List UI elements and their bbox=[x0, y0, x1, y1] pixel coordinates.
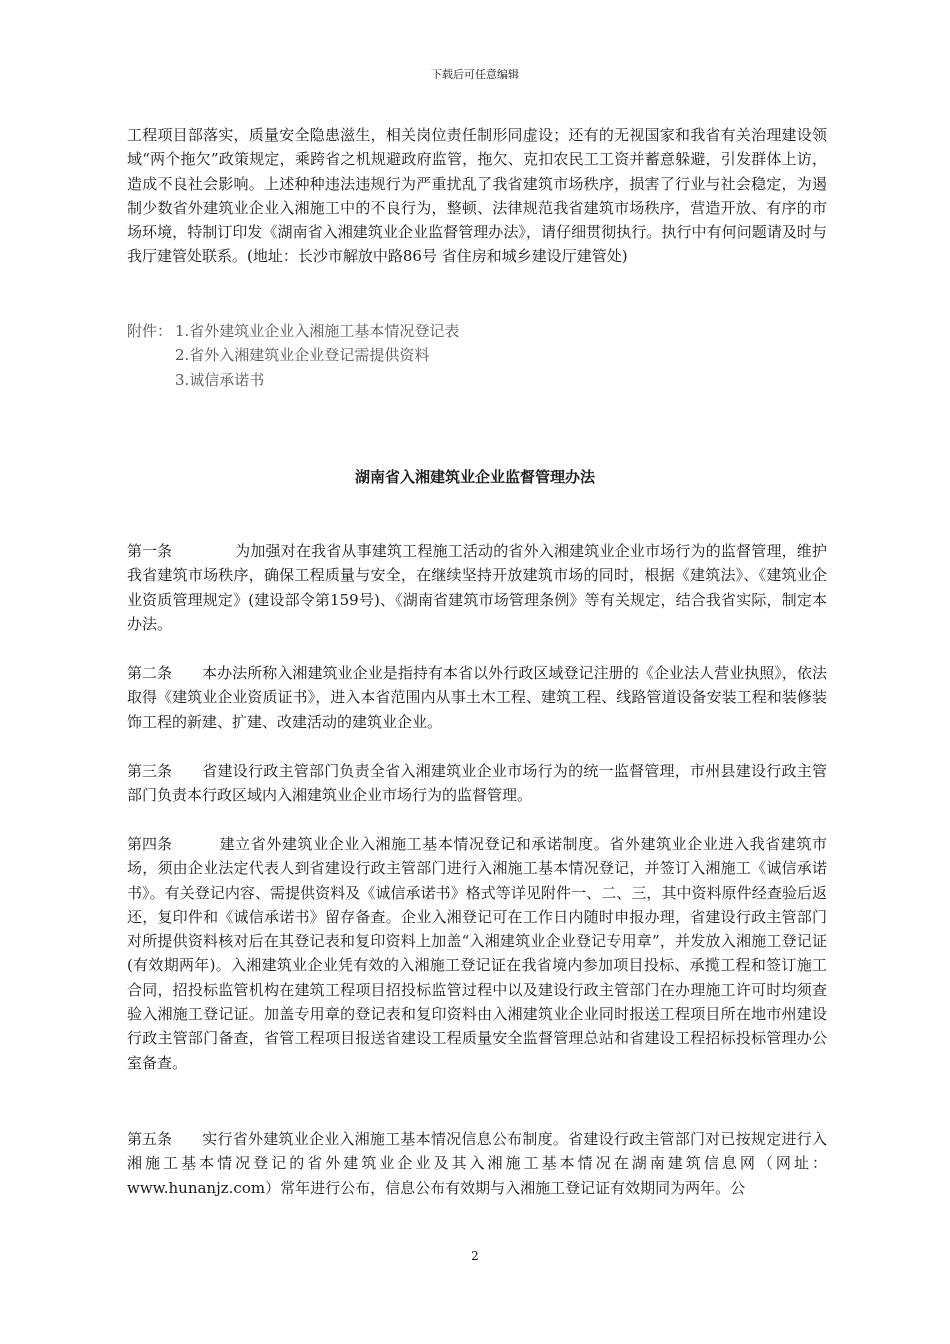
attachment-row bbox=[127, 343, 827, 367]
article-label: 第一条 bbox=[127, 542, 173, 560]
article-label: 第二条 bbox=[127, 664, 173, 682]
article-4 bbox=[127, 832, 827, 1075]
article-5 bbox=[127, 1127, 827, 1200]
attachment-row bbox=[127, 368, 827, 392]
article-3 bbox=[127, 759, 827, 808]
article-label: 第四条 bbox=[127, 835, 173, 853]
article-text: 本办法所称入湘建筑业企业是指持有本省以外行政区域登记注册的《企业法人营业执照》，依法取得《建筑业企业资质证书》，进入本省范围内从事土木工程、建筑工程、线路管道设备安装工程和装修装饰工程的新建、扩建、改建活动的建筑业企业。 bbox=[127, 664, 827, 731]
attachment-row bbox=[127, 319, 827, 343]
article-text: 实行省外建筑业企业入湘施工基本情况信息公布制度。省建设行政主管部门对已按规定进行入湘施工基本情况登记的省外建筑业企业及其入湘施工基本情况在湖南建筑信息网（网址：www.hunanjz.com）常年进行公布，信息公布有效期与入湘施工登记证有效期同为两年。公 bbox=[127, 1130, 827, 1197]
attachments-list bbox=[127, 319, 827, 392]
article-label: 第五条 bbox=[127, 1130, 173, 1148]
page-number: 2 bbox=[471, 1249, 479, 1263]
document-title: 湖南省入湘建筑业企业监督管理办法 bbox=[354, 468, 595, 486]
article-text: 省建设行政主管部门负责全省入湘建筑业企业市场行为的统一监督管理，市州县建设行政主管部门负责本行政区域内入湘建筑业企业市场行为的监督管理。 bbox=[127, 762, 827, 805]
intro-paragraph: 工程项目部落实，质量安全隐患滋生，相关岗位责任制形同虚设；还有的无视国家和我省有关治理建设领域“两个拖欠”政策规定，乘跨省之机规避政府监管，拖欠、克扣农民工工资并蓄意躲避，引发群体上访，造成不良社会影响。上述种种违法违规行为严重扰乱了我省建筑市场秩序，损害了行业与社会稳定，为遏制少数省外建筑业企业入湘施工中的不良行为，整顿、法律规范我省建筑市场秩序，营造开放、有序的市场环境，特制订印发《湖南省入湘建筑业企业监督管理办法》，请仔细贯彻执行。执行中有何问题请及时与我厅建管处联系。(地址：长沙市解放中路86号 省住房和城乡建设厅建管处) bbox=[127, 126, 827, 266]
attachment-item: 1.省外建筑业企业入湘施工基本情况登记表 bbox=[175, 322, 460, 340]
attachments-label: 附件： bbox=[127, 322, 173, 340]
attachment-item: 3.诚信承诺书 bbox=[175, 370, 265, 389]
article-text: 为加强对在我省从事建筑工程施工活动的省外入湘建筑业企业市场行为的监督管理，维护我省建筑市场秩序，确保工程质量与安全，在继续坚持开放建筑市场的同时，根据《建筑法》、《建筑业企业资质管理规定》(建设部令第159号)、《湖南省建筑市场管理条例》等有关规定，结合我省实际，制定本办法。 bbox=[127, 542, 827, 633]
article-2 bbox=[127, 661, 827, 734]
article-text: 建立省外建筑业企业入湘施工基本情况登记和承诺制度。省外建筑业企业进入我省建筑市场，须由企业法定代表人到省建设行政主管部门进行入湘施工基本情况登记，并签订入湘施工《诚信承诺书》。有关登记内容、需提供资料及《诚信承诺书》格式等详见附件一、二、三，其中资料原件经查验后返还，复印件和《诚信承诺书》留存备查。企业入湘登记可在工作日内随时申报办理，省建设行政主管部门对所提供资料核对后在其登记表和复印资料上加盖“入湘建筑业企业登记专用章”，并发放入湘施工登记证(有效期两年)。入湘建筑业企业凭有效的入湘施工登记证在我省境内参加项目投标、承揽工程和签订施工合同，招投标监管机构在建筑工程项目招投标监管过程中以及建设行政主管部门在办理施工许可时均须查验入湘施工登记证。加盖专用章的登记表和复印资料由入湘建筑业企业同时报送工程项目所在地市州建设行政主管部门备查，省管工程项目报送省建设工程质量安全监督管理总站和省建设工程招标投标管理办公室备查。 bbox=[127, 835, 827, 1072]
page-header: 下载后可任意编辑 bbox=[431, 68, 519, 81]
article-label: 第三条 bbox=[127, 762, 173, 780]
article-1 bbox=[127, 539, 827, 636]
attachment-item: 2.省外入湘建筑业企业登记需提供资料 bbox=[175, 346, 430, 365]
